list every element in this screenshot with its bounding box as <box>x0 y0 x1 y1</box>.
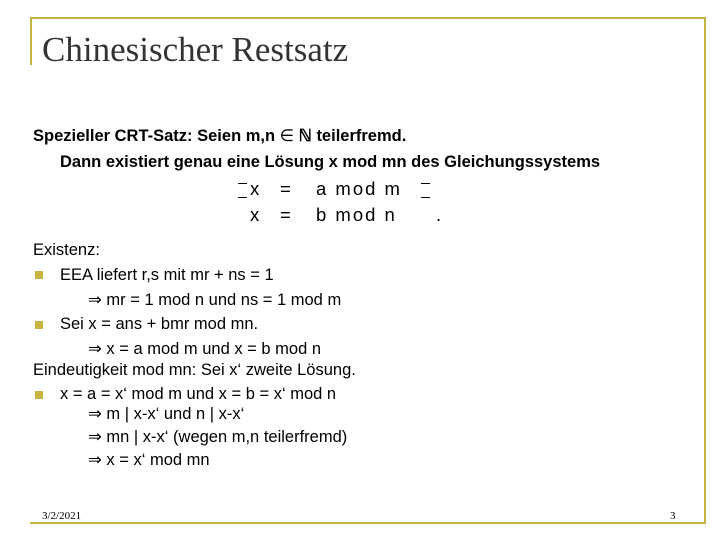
uniqueness-step-1: ⇒ m | x-x‘ und n | x-x‘ <box>88 405 245 423</box>
frame-right-rule <box>704 17 706 524</box>
frame-top-rule <box>30 17 706 19</box>
equation-2-rhs: b mod n <box>316 204 397 225</box>
crt-statement-suffix: teilerfremd. <box>316 127 407 145</box>
equation-2-operator: = <box>280 204 293 225</box>
brace-top-right <box>421 183 430 184</box>
uniqueness-step-2: ⇒ mn | x-x‘ (wegen m,n teilerfremd) <box>88 428 348 446</box>
brace-mid-left <box>238 197 247 198</box>
uniqueness-step-3: ⇒ x = x‘ mod mn <box>88 451 210 469</box>
equation-1-rhs: a mod m <box>316 178 402 199</box>
crt-statement-line-2: Dann existiert genau eine Lösung x mod mn des Gleichungssystems <box>60 153 601 171</box>
brace-mid-right <box>421 197 430 198</box>
footer-date: 3/2/2021 <box>42 510 82 522</box>
slide-title: Chinesischer Restsatz <box>42 30 349 69</box>
footer-page-number: 3 <box>670 510 676 522</box>
existence-heading: Existenz: <box>33 241 100 259</box>
existence-item-1-implication: ⇒ mr = 1 mod n und ns = 1 mod m <box>88 291 342 309</box>
equation-2-lhs: x <box>250 204 262 225</box>
crt-statement-prefix: Spezieller CRT-Satz: Seien m,n <box>33 127 276 145</box>
bullet-square-icon <box>35 391 43 399</box>
equation-terminator: . <box>436 204 444 225</box>
uniqueness-heading: Eindeutigkeit mod mn: Sei x‘ zweite Lösung. <box>33 361 356 379</box>
bullet-square-icon <box>35 321 43 329</box>
brace-top-left <box>238 183 247 184</box>
uniqueness-item-1: x = a = x‘ mod m und x = b = x‘ mod n <box>60 385 337 403</box>
element-of-symbol: ∈ <box>279 127 295 145</box>
existence-item-1: EEA liefert r,s mit mr + ns = 1 <box>60 266 274 284</box>
frame-bottom-rule <box>30 522 706 524</box>
equation-1-lhs: x <box>250 178 262 199</box>
existence-item-2-implication: ⇒ x = a mod m und x = b mod n <box>88 340 322 358</box>
bullet-square-icon <box>35 271 43 279</box>
crt-statement-line-1 <box>33 126 406 146</box>
naturals-symbol: ℕ <box>298 127 312 145</box>
frame-left-rule <box>30 17 32 65</box>
existence-item-2: Sei x = ans + bmr mod mn. <box>60 315 259 333</box>
equation-1-operator: = <box>280 178 293 199</box>
